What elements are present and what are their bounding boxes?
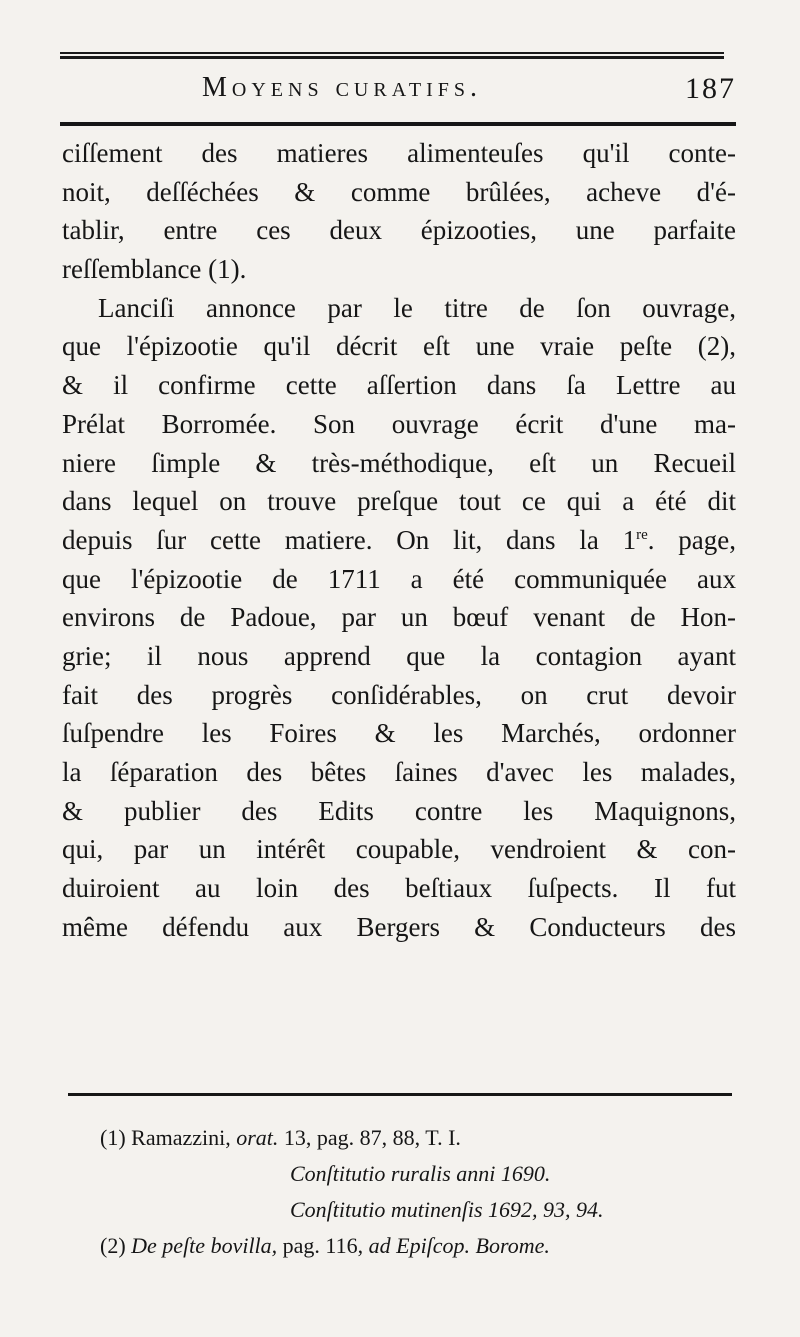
text-line: environs de Padoue, par un bœuf venant de Hon- (62, 602, 736, 633)
footnote-rule (68, 1093, 732, 1096)
text-line-with-superscript (62, 521, 736, 560)
body-text (62, 134, 736, 946)
text-line: niere ſimple & très-méthodique, eſt un Recueil (62, 447, 736, 478)
text-line: la ſéparation des bêtes ſaines d'avec les malades, (62, 757, 736, 787)
footnote-addressee: ad Epiſcop. Borome. (368, 1233, 550, 1258)
text-line: noit, deſſéchées & comme brûlées, acheve d'é- (62, 176, 736, 207)
footnote-mark: (2) (100, 1233, 126, 1258)
text-line: que l'épizootie de 1711 a été communiquée aux (62, 563, 736, 594)
text-line: reſſemblance (1). (62, 254, 247, 285)
text-line-part: depuis ſur cette matiere. On lit, dans la 1 (62, 524, 637, 555)
text-line: duiroient au loin des beſtiaux ſuſpects. Il fut (62, 873, 736, 904)
text-line: ſuſpendre les Foires & les Marchés, ordonner (62, 718, 736, 749)
text-line: & il confirme cette aſſertion dans ſa Lettre au (62, 370, 736, 401)
footnote-mark: (1) (100, 1125, 126, 1150)
footnote-1-line-2: Conſtitutio ruralis anni 1690. (290, 1161, 551, 1186)
text-line: dans lequel on trouve preſque tout ce qui a été dit (62, 486, 736, 517)
footnote-2 (100, 1228, 740, 1264)
text-line: qui, par un intérêt coupable, vendroient & con- (62, 834, 736, 865)
text-line: tablir, entre ces deux épizooties, une parfaite (62, 215, 736, 246)
text-line: même défendu aux Bergers & Conducteurs des (62, 911, 736, 942)
text-line: Lanciſi annonce par le titre de ſon ouvrage, (98, 292, 736, 323)
text-line: que l'épizootie qu'il décrit eſt une vraie peſte (2), (62, 331, 736, 362)
text-line: Prélat Borromée. Son ouvrage écrit d'une ma- (62, 408, 736, 439)
footnote-1-line-3: Conſtitutio mutinenſis 1692, 93, 94. (290, 1197, 604, 1222)
footnote-orat: orat. (236, 1125, 279, 1150)
footnotes (100, 1120, 740, 1264)
text-line: & publier des Edits contre les Maquignons, (62, 795, 736, 826)
page-header (62, 70, 736, 110)
footnote-ref: pag. 116, (282, 1233, 364, 1258)
text-line: grie; il nous apprend que la contagion ayant (62, 640, 736, 671)
superscript: re (636, 526, 648, 543)
top-border-rule-thick (60, 56, 724, 59)
footnote-ref: 13, pag. 87, 88, T. I. (283, 1125, 461, 1150)
footnote-title: De peſte bovilla, (131, 1233, 278, 1258)
page-number: 187 (685, 72, 736, 105)
header-rule (60, 122, 736, 126)
running-title: Moyens curatifs. (202, 72, 483, 103)
text-line: fait des progrès conſidérables, on crut devoir (62, 679, 736, 710)
text-line-suffix: . page, (647, 524, 736, 555)
footnote-author: Ramazzini, (131, 1125, 231, 1150)
footnote-1 (100, 1120, 740, 1156)
top-border-rule (60, 52, 724, 54)
text-line: ciſſement des matieres alimenteuſes qu'il conte- (62, 138, 736, 168)
